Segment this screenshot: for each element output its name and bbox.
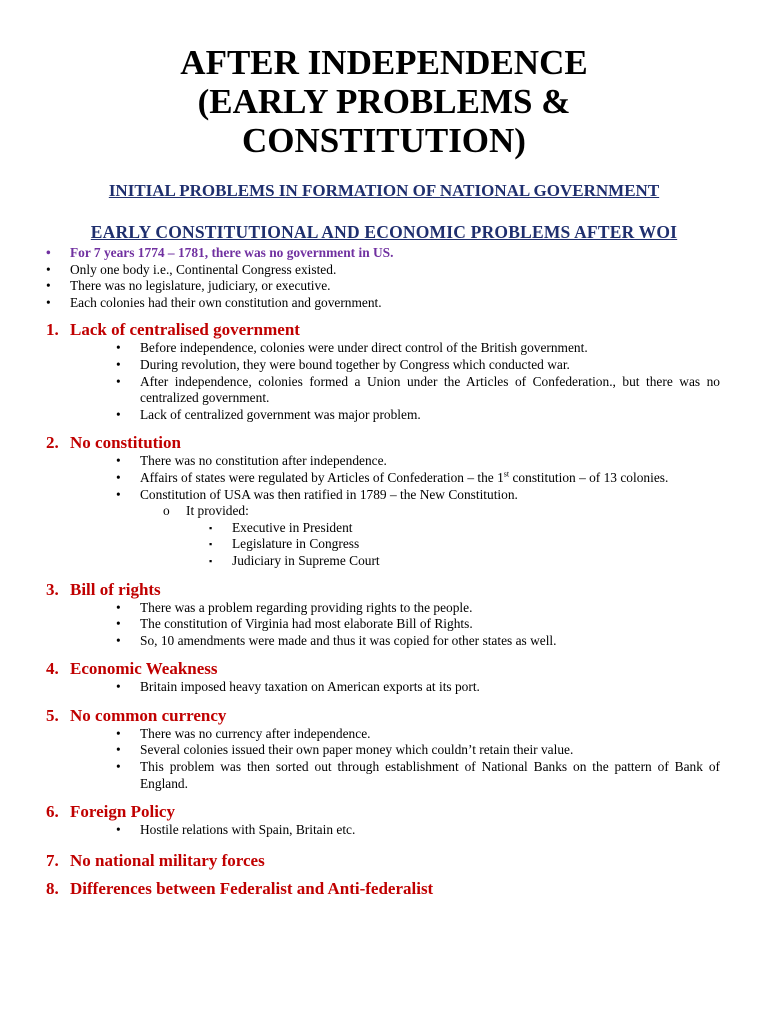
intro-bullet [0,245,768,262]
sub-sub-item-text: Legislature in Congress [232,536,360,552]
square-bullet-marker: ▪ [209,555,213,566]
title-line-2: (EARLY PROBLEMS & [197,82,571,121]
section-bullet-text: There was no constitution after independence. [140,453,387,469]
section-bullet-list [0,453,768,503]
bullet-marker: • [116,340,121,356]
section-bullet [0,357,768,374]
section-1 [0,320,768,423]
section-bullet-text: Affairs of states were regulated by Articles of Confederation – the 1 [140,469,504,485]
bullet-marker: • [46,245,51,260]
section-bullet-list [0,726,768,792]
sub-sub-item-text: Judiciary in Supreme Court [232,552,380,568]
section-heading-text: Economic Weakness [70,659,218,679]
section-bullet-list [0,679,768,696]
sub-sub-item [0,520,768,537]
section-bullet-text: There was no currency after independence. [140,725,371,741]
section-4 [0,659,768,696]
intro-bullet [0,278,768,295]
bullet-marker: • [116,679,121,695]
section-heading [0,706,768,726]
bullet-marker: • [46,278,51,294]
section-bullet [0,616,768,633]
bullet-marker: • [116,759,121,775]
sub-sub-item-text: Executive in President [232,519,353,535]
section-heading [0,320,768,340]
section-heading [0,802,768,822]
section-bullet-text: Several colonies issued their own paper money which couldn’t retain their value. [140,742,574,758]
bullet-marker: • [116,373,121,389]
section-bullet-text: So, 10 amendments were made and thus it was copied for other states as well. [140,632,557,648]
section-bullet-text: After independence, colonies formed a Union under the Articles of Confederation., but there was no centralized government. [140,373,720,406]
section-bullet [0,822,768,839]
section-heading [0,580,768,600]
intro-bullet-text: For 7 years 1774 – 1781, there was no government in US. [70,245,394,260]
section-heading-text: Lack of centralised government [70,320,300,340]
section-bullet-list [0,340,768,423]
title-line-3: CONSTITUTION) [242,121,526,160]
bullet-marker: • [116,469,121,485]
bullet-marker: • [46,294,51,310]
square-bullet-marker: ▪ [209,522,213,533]
section-heading [0,851,768,871]
section-heading-text: No constitution [70,433,181,453]
section-bullet-text: Constitution of USA was then ratified in 1789 – the New Constitution. [140,486,518,502]
section-number: 2. [46,433,59,453]
section-8 [0,879,768,899]
bullet-marker: • [116,356,121,372]
intro-bullet-text: There was no legislature, judiciary, or executive. [70,278,331,294]
section-bullet [0,340,768,357]
section-bullet-text-rest: constitution – of 13 colonies. [509,469,669,485]
intro-bullet [0,262,768,279]
section-bullet-text: Lack of centralized government was major problem. [140,406,421,422]
intro-bullet-text: Each colonies had their own constitution and government. [70,294,382,310]
section-number: 5. [46,705,59,725]
section-number: 8. [46,878,59,898]
section-number: 4. [46,659,59,679]
section-bullet-text: The constitution of Virginia had most elaborate Bill of Rights. [140,616,473,632]
sub-sub-item [0,536,768,553]
section-5 [0,706,768,792]
section-bullet-text: Hostile relations with Spain, Britain etc. [140,822,356,838]
section-3 [0,580,768,650]
section-bullet [0,742,768,759]
bullet-marker: • [116,632,121,648]
intro-bullet-text: Only one body i.e., Continental Congress existed. [70,261,337,277]
bullet-marker: • [116,486,121,502]
section-bullet [0,407,768,424]
sub-marker: o [163,503,170,519]
section-heading-text: Bill of rights [70,579,161,599]
section-number: 1. [46,320,59,340]
section-bullet-list [0,822,768,839]
bullet-marker: • [46,261,51,277]
section-7 [0,851,768,871]
section-bullet [0,470,768,487]
sub-item-text: It provided: [186,503,249,519]
square-bullet-marker: ▪ [209,539,213,550]
section-bullet [0,679,768,696]
section-heading-text: Foreign Policy [70,802,175,822]
intro-bullet-list [0,245,768,311]
section-bullet-text: Britain imposed heavy taxation on American exports at its port. [140,679,480,695]
section-heading [0,433,768,453]
section-heading [0,659,768,679]
section-bullet-text: There was a problem regarding providing rights to the people. [140,599,473,615]
section-number: 7. [46,850,59,870]
section-heading-text: Differences between Federalist and Anti-federalist [70,878,434,898]
section-6 [0,802,768,839]
sub-sub-item [0,553,768,570]
bullet-marker: • [116,453,121,469]
bullet-marker: • [116,599,121,615]
section-bullet [0,600,768,617]
section-number: 3. [46,579,59,599]
section-bullet-text: This problem was then sorted out through establishment of National Banks on the pattern of Bank of England. [140,759,720,791]
bullet-marker: • [116,742,121,758]
intro-bullet [0,295,768,312]
bullet-marker: • [116,725,121,741]
subtitle-early-problems: EARLY CONSTITUTIONAL AND ECONOMIC PROBLEMS AFTER WOI [90,222,678,242]
bullet-marker: • [116,406,121,422]
section-bullet-text: Before independence, colonies were under direct control of the British government. [140,340,588,356]
section-number: 6. [46,802,59,822]
section-bullet [0,487,768,504]
section-bullet [0,453,768,470]
title-line-1: AFTER INDEPENDENCE [180,43,588,82]
section-bullet-list [0,600,768,650]
section-bullet-text: During revolution, they were bound together by Congress which conducted war. [140,356,570,372]
section-bullet [0,374,768,407]
section-heading-text: No national military forces [70,850,265,870]
section-bullet [0,633,768,650]
bullet-marker: • [116,822,121,838]
section-bullet [0,759,768,792]
page-title [0,43,768,160]
section-heading-text: No common currency [70,705,227,725]
ordinal-superscript: st [503,469,510,479]
section-2 [0,433,768,569]
sub-item [0,503,768,520]
bullet-marker: • [116,616,121,632]
subtitle-initial-problems: INITIAL PROBLEMS IN FORMATION OF NATIONAL GOVERNMENT [108,181,660,200]
section-bullet [0,726,768,743]
section-heading [0,879,768,899]
